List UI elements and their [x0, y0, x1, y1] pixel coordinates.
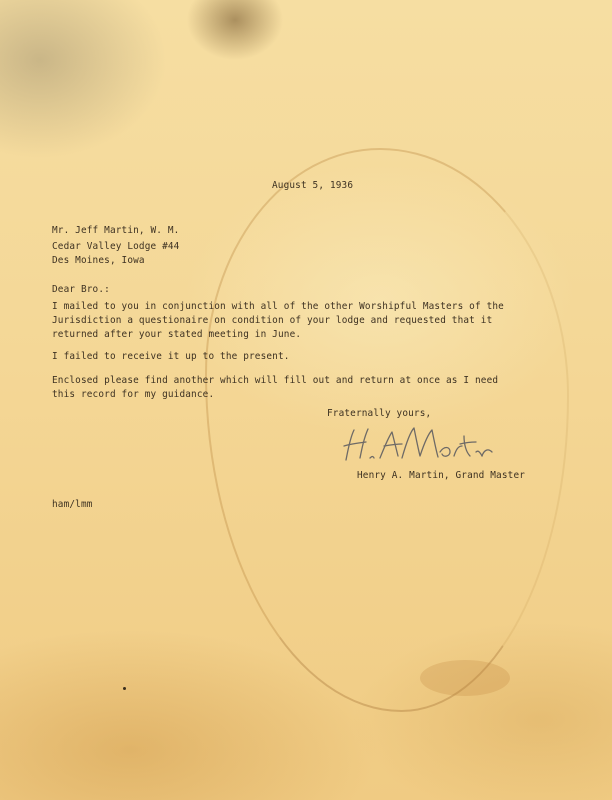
- paper-speck: [123, 687, 126, 690]
- closing: Fraternally yours,: [327, 408, 432, 419]
- body-line: this record for my guidance.: [52, 389, 215, 400]
- body-line: I failed to receive it up to the present.: [52, 351, 290, 362]
- letter-date: August 5, 1936: [272, 180, 354, 191]
- recipient-city: Des Moines, Iowa: [52, 255, 145, 266]
- signature-name-title: Henry A. Martin, Grand Master: [357, 470, 526, 481]
- body-line: I mailed to you in conjunction with all of the other Worshipful Masters of the: [52, 301, 504, 312]
- handwritten-signature: [336, 422, 496, 466]
- recipient-name: Mr. Jeff Martin, W. M.: [52, 225, 180, 236]
- recipient-lodge: Cedar Valley Lodge #44: [52, 241, 180, 252]
- body-line: Jurisdiction a questionaire on condition of your lodge and requested that it: [52, 315, 493, 326]
- water-stain-small: [420, 660, 510, 696]
- salutation: Dear Bro.:: [52, 284, 110, 295]
- body-line: Enclosed please find another which will fill out and return at once as I need: [52, 375, 499, 386]
- typist-initials: ham/lmm: [52, 499, 93, 510]
- body-line: returned after your stated meeting in June.: [52, 329, 302, 340]
